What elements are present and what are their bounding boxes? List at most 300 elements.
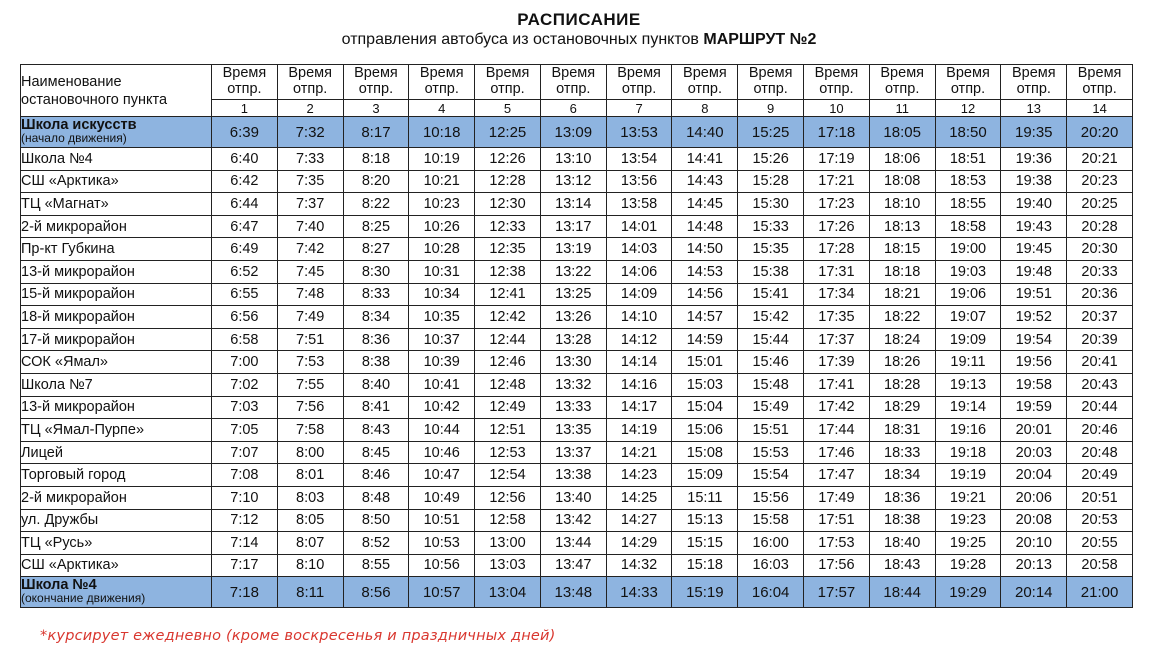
departure-time: 8:45 [343, 441, 409, 464]
departure-time: 15:30 [738, 193, 804, 216]
departure-time: 14:32 [606, 554, 672, 577]
departure-time: 15:54 [738, 464, 804, 487]
departure-time: 19:51 [1001, 283, 1067, 306]
departure-time: 17:57 [804, 577, 870, 608]
departure-time: 13:37 [540, 441, 606, 464]
departure-time: 7:03 [212, 396, 278, 419]
departure-time: 18:18 [869, 260, 935, 283]
departure-time-header [606, 65, 672, 100]
departure-time: 15:18 [672, 554, 738, 577]
time-header-line1: Время [485, 65, 530, 81]
departure-time: 7:42 [277, 238, 343, 261]
departure-time: 8:11 [277, 577, 343, 608]
departure-time: 14:17 [606, 396, 672, 419]
departure-time: 14:12 [606, 328, 672, 351]
departure-time: 15:56 [738, 486, 804, 509]
stop-name: 13-й микрорайон [21, 260, 212, 283]
departure-time: 20:25 [1067, 193, 1133, 216]
time-header-line2: отпр. [556, 81, 591, 97]
departure-time: 19:18 [935, 441, 1001, 464]
route-label: МАРШРУТ №2 [703, 31, 817, 48]
departure-time: 10:31 [409, 260, 475, 283]
departure-time: 13:48 [540, 577, 606, 608]
departure-time: 18:21 [869, 283, 935, 306]
time-header-line2: отпр. [293, 81, 328, 97]
time-header-line2: отпр. [358, 81, 394, 97]
departure-time: 15:28 [738, 170, 804, 193]
departure-time: 18:51 [935, 148, 1001, 171]
departure-time: 20:03 [1001, 441, 1067, 464]
departure-time: 14:45 [672, 193, 738, 216]
departure-time: 8:01 [277, 464, 343, 487]
departure-time-header [540, 65, 606, 100]
departure-time-header [869, 65, 935, 100]
departure-time: 12:30 [475, 193, 541, 216]
time-header-line2: отпр. [1082, 81, 1117, 97]
departure-time: 7:10 [212, 486, 278, 509]
departure-time: 15:51 [738, 419, 804, 442]
departure-time: 13:04 [475, 577, 541, 608]
departure-time: 20:37 [1067, 306, 1133, 329]
start-stop-row [21, 117, 1133, 148]
stop-name-header [21, 65, 212, 117]
departure-time: 12:35 [475, 238, 541, 261]
departure-time: 8:17 [343, 117, 409, 148]
departure-time: 19:19 [935, 464, 1001, 487]
departure-time: 15:03 [672, 373, 738, 396]
schedule-table [20, 64, 1133, 608]
stop-row [21, 419, 1133, 442]
departure-time: 15:25 [738, 117, 804, 148]
departure-time: 18:53 [935, 170, 1001, 193]
page-title: РАСПИСАНИЕ [517, 10, 641, 29]
departure-time: 13:33 [540, 396, 606, 419]
departure-time: 20:33 [1067, 260, 1133, 283]
departure-time: 8:52 [343, 532, 409, 555]
departure-time: 18:24 [869, 328, 935, 351]
departure-time-header [475, 65, 541, 100]
departure-time: 7:40 [277, 215, 343, 238]
departure-time: 12:48 [475, 373, 541, 396]
trip-number: 3 [343, 100, 409, 117]
time-header-line2: отпр. [885, 81, 920, 97]
departure-time: 18:55 [935, 193, 1001, 216]
departure-time: 20:28 [1067, 215, 1133, 238]
departure-time: 18:08 [869, 170, 935, 193]
departure-time: 18:15 [869, 238, 935, 261]
departure-time: 10:37 [409, 328, 475, 351]
departure-time: 8:27 [343, 238, 409, 261]
departure-time: 15:04 [672, 396, 738, 419]
departure-time: 8:05 [277, 509, 343, 532]
departure-time: 13:35 [540, 419, 606, 442]
time-header-line2: отпр. [621, 81, 657, 97]
time-header-line2: отпр. [819, 81, 854, 97]
time-header-line1: Время [814, 65, 859, 81]
departure-time: 8:07 [277, 532, 343, 555]
stop-row [21, 193, 1133, 216]
stop-name: Школа искусств [21, 117, 137, 133]
departure-time: 15:33 [738, 215, 804, 238]
departure-time: 6:39 [212, 117, 278, 148]
stop-row [21, 328, 1133, 351]
departure-time: 20:10 [1001, 532, 1067, 555]
departure-time: 10:56 [409, 554, 475, 577]
departure-time: 10:57 [409, 577, 475, 608]
departure-time: 8:46 [343, 464, 409, 487]
departure-time: 6:58 [212, 328, 278, 351]
departure-time: 10:42 [409, 396, 475, 419]
departure-time: 19:58 [1001, 373, 1067, 396]
trip-number: 9 [738, 100, 804, 117]
departure-time: 14:09 [606, 283, 672, 306]
departure-time: 15:38 [738, 260, 804, 283]
stop-name: 2-й микрорайон [21, 215, 212, 238]
departure-time: 8:10 [277, 554, 343, 577]
stop-name: 18-й микрорайон [21, 306, 212, 329]
departure-time-header [1001, 65, 1067, 100]
trip-number: 2 [277, 100, 343, 117]
departure-time: 13:38 [540, 464, 606, 487]
departure-time: 12:49 [475, 396, 541, 419]
time-header-line1: Время [946, 65, 990, 81]
departure-time-header [277, 65, 343, 100]
departure-time: 17:31 [804, 260, 870, 283]
departure-time: 14:06 [606, 260, 672, 283]
stop-note: (окончание движения) [21, 591, 146, 606]
departure-time: 7:48 [277, 283, 343, 306]
departure-time: 14:48 [672, 215, 738, 238]
departure-time: 14:01 [606, 215, 672, 238]
departure-time: 10:53 [409, 532, 475, 555]
stop-name: Торговый город [21, 464, 212, 487]
stop-name: Школа №7 [21, 373, 212, 396]
departure-time: 20:46 [1067, 419, 1133, 442]
stop-note: (начало движения) [21, 131, 127, 145]
time-header-line2: отпр. [424, 81, 459, 97]
departure-time: 15:06 [672, 419, 738, 442]
trip-number: 5 [475, 100, 541, 117]
departure-time: 20:43 [1067, 373, 1133, 396]
departure-time: 18:31 [869, 419, 935, 442]
departure-time: 17:39 [804, 351, 870, 374]
stop-row [21, 554, 1133, 577]
stop-row [21, 215, 1133, 238]
departure-time: 10:28 [409, 238, 475, 261]
departure-time: 7:17 [212, 554, 278, 577]
footnote: *курсирует ежедневно (кроме воскресенья и праздничных дней) [40, 628, 556, 644]
departure-time-header [212, 65, 278, 100]
stop-row [21, 373, 1133, 396]
departure-time: 7:00 [212, 351, 278, 374]
departure-time: 18:44 [869, 577, 935, 608]
departure-time: 17:42 [804, 396, 870, 419]
departure-time: 18:36 [869, 486, 935, 509]
departure-time: 7:02 [212, 373, 278, 396]
departure-time: 15:48 [738, 373, 804, 396]
departure-time: 14:19 [606, 419, 672, 442]
departure-time: 17:46 [804, 441, 870, 464]
departure-time: 15:46 [738, 351, 804, 374]
departure-time: 12:25 [475, 117, 541, 148]
departure-time-header [343, 65, 409, 100]
departure-time: 17:49 [804, 486, 870, 509]
departure-time: 20:53 [1067, 509, 1133, 532]
time-header-line2: отпр. [753, 81, 788, 97]
departure-time: 6:42 [212, 170, 278, 193]
trip-number: 7 [606, 100, 672, 117]
departure-time: 7:37 [277, 193, 343, 216]
departure-time: 12:33 [475, 215, 541, 238]
stop-row [21, 441, 1133, 464]
departure-time: 10:35 [409, 306, 475, 329]
departure-time-header [804, 65, 870, 100]
time-header-line2: отпр. [490, 81, 525, 97]
time-header-line1: Время [1077, 65, 1122, 81]
departure-time: 19:16 [935, 419, 1001, 442]
departure-time: 7:58 [277, 419, 343, 442]
stop-name: Пр-кт Губкина [21, 238, 212, 261]
departure-time: 14:50 [672, 238, 738, 261]
departure-time: 7:32 [277, 117, 343, 148]
departure-time: 8:20 [343, 170, 409, 193]
departure-time: 18:43 [869, 554, 935, 577]
departure-time: 19:35 [1001, 117, 1067, 148]
departure-time: 7:18 [212, 577, 278, 608]
departure-time: 14:27 [606, 509, 672, 532]
departure-time: 10:26 [409, 215, 475, 238]
departure-time: 14:57 [672, 306, 738, 329]
departure-time: 8:36 [343, 328, 409, 351]
departure-time: 19:00 [935, 238, 1001, 261]
stop-name-header-line2: остановочного пункта [21, 91, 168, 108]
departure-time: 8:38 [343, 351, 409, 374]
departure-time: 20:41 [1067, 351, 1133, 374]
departure-time: 12:38 [475, 260, 541, 283]
departure-time: 17:18 [804, 117, 870, 148]
departure-time: 20:44 [1067, 396, 1133, 419]
departure-time: 12:41 [475, 283, 541, 306]
departure-time: 18:34 [869, 464, 935, 487]
stop-row [21, 532, 1133, 555]
departure-time: 15:58 [738, 509, 804, 532]
departure-time: 15:49 [738, 396, 804, 419]
departure-time: 13:58 [606, 193, 672, 216]
time-header-line1: Время [288, 65, 332, 81]
departure-time: 20:08 [1001, 509, 1067, 532]
departure-time: 14:21 [606, 441, 672, 464]
stop-row [21, 148, 1133, 171]
departure-time: 8:56 [343, 577, 409, 608]
departure-time: 18:38 [869, 509, 935, 532]
stop-name: Школа №4 [21, 577, 97, 594]
departure-time: 16:00 [738, 532, 804, 555]
departure-time: 7:12 [212, 509, 278, 532]
departure-time: 13:44 [540, 532, 606, 555]
departure-time: 12:56 [475, 486, 541, 509]
departure-time: 19:52 [1001, 306, 1067, 329]
departure-time: 12:53 [475, 441, 541, 464]
time-header-line1: Время [222, 65, 267, 81]
time-header-line1: Время [419, 65, 464, 81]
time-header-line1: Время [354, 65, 398, 81]
stop-row [21, 351, 1133, 374]
time-header-line1: Время [748, 65, 793, 81]
departure-time: 7:53 [277, 351, 343, 374]
trip-number: 6 [540, 100, 606, 117]
time-header-line1: Время [683, 65, 727, 81]
time-header-line1: Время [617, 65, 661, 81]
departure-time: 13:09 [540, 117, 606, 148]
stop-name: ТЦ «Русь» [21, 532, 212, 555]
departure-time: 17:41 [804, 373, 870, 396]
departure-time-header [738, 65, 804, 100]
stop-name: ул. Дружбы [21, 509, 212, 532]
departure-time: 15:11 [672, 486, 738, 509]
departure-time: 16:04 [738, 577, 804, 608]
departure-time: 15:09 [672, 464, 738, 487]
departure-time: 13:53 [606, 117, 672, 148]
departure-time-header [935, 65, 1001, 100]
departure-time: 15:35 [738, 238, 804, 261]
departure-time: 12:58 [475, 509, 541, 532]
departure-time: 19:59 [1001, 396, 1067, 419]
departure-time: 17:34 [804, 283, 870, 306]
departure-time: 15:42 [738, 306, 804, 329]
departure-time: 19:29 [935, 577, 1001, 608]
departure-time: 14:29 [606, 532, 672, 555]
departure-time: 19:45 [1001, 238, 1067, 261]
departure-time: 7:07 [212, 441, 278, 464]
stop-name: СШ «Арктика» [21, 554, 212, 577]
time-header-line1: Время [880, 65, 925, 81]
departure-time: 19:36 [1001, 148, 1067, 171]
departure-time: 8:03 [277, 486, 343, 509]
departure-time: 14:03 [606, 238, 672, 261]
departure-time: 14:59 [672, 328, 738, 351]
departure-time: 7:14 [212, 532, 278, 555]
departure-time: 13:42 [540, 509, 606, 532]
time-header-line1: Время [551, 65, 596, 81]
departure-time: 14:16 [606, 373, 672, 396]
stop-row [21, 509, 1133, 532]
departure-time: 14:33 [606, 577, 672, 608]
departure-time: 17:35 [804, 306, 870, 329]
departure-time: 14:43 [672, 170, 738, 193]
departure-time: 8:34 [343, 306, 409, 329]
departure-time: 20:21 [1067, 148, 1133, 171]
departure-time: 10:34 [409, 283, 475, 306]
stop-name: ТЦ «Магнат» [21, 193, 212, 216]
stop-row [21, 486, 1133, 509]
departure-time: 6:52 [212, 260, 278, 283]
end-stop-row [21, 577, 1133, 608]
departure-time: 19:21 [935, 486, 1001, 509]
departure-time: 13:26 [540, 306, 606, 329]
departure-time: 19:43 [1001, 215, 1067, 238]
departure-time: 19:38 [1001, 170, 1067, 193]
trip-number: 12 [935, 100, 1001, 117]
departure-time: 7:45 [277, 260, 343, 283]
departure-time: 12:51 [475, 419, 541, 442]
stop-name: 2-й микрорайон [21, 486, 212, 509]
trip-number: 13 [1001, 100, 1067, 117]
departure-time: 18:33 [869, 441, 935, 464]
departure-time: 18:10 [869, 193, 935, 216]
departure-time: 18:06 [869, 148, 935, 171]
departure-time: 17:53 [804, 532, 870, 555]
departure-time: 20:06 [1001, 486, 1067, 509]
departure-time: 10:39 [409, 351, 475, 374]
departure-time: 13:22 [540, 260, 606, 283]
stop-row [21, 396, 1133, 419]
departure-time: 20:51 [1067, 486, 1133, 509]
departure-time: 19:40 [1001, 193, 1067, 216]
departure-time: 20:30 [1067, 238, 1133, 261]
stop-name: 13-й микрорайон [21, 396, 212, 419]
departure-time: 13:40 [540, 486, 606, 509]
departure-time: 15:26 [738, 148, 804, 171]
departure-time: 18:28 [869, 373, 935, 396]
departure-time: 20:20 [1067, 117, 1133, 148]
departure-time: 20:13 [1001, 554, 1067, 577]
departure-time: 13:56 [606, 170, 672, 193]
departure-time-header [1067, 65, 1133, 100]
page-subtitle [0, 31, 1158, 49]
departure-time: 10:47 [409, 464, 475, 487]
trip-number: 14 [1067, 100, 1133, 117]
departure-time: 13:25 [540, 283, 606, 306]
departure-time: 20:39 [1067, 328, 1133, 351]
departure-time: 13:17 [540, 215, 606, 238]
departure-time: 18:13 [869, 215, 935, 238]
stop-row [21, 170, 1133, 193]
departure-time: 7:08 [212, 464, 278, 487]
departure-time: 18:22 [869, 306, 935, 329]
departure-time: 19:03 [935, 260, 1001, 283]
departure-time: 8:48 [343, 486, 409, 509]
departure-time: 18:29 [869, 396, 935, 419]
trip-number: 10 [804, 100, 870, 117]
departure-time: 17:21 [804, 170, 870, 193]
trip-number: 4 [409, 100, 475, 117]
time-header-line2: отпр. [227, 81, 262, 97]
departure-time: 8:50 [343, 509, 409, 532]
stop-name: СШ «Арктика» [21, 170, 212, 193]
stop-name-cell [21, 117, 212, 148]
departure-time: 13:00 [475, 532, 541, 555]
departure-time: 14:23 [606, 464, 672, 487]
departure-time: 20:14 [1001, 577, 1067, 608]
departure-time: 8:55 [343, 554, 409, 577]
departure-time: 17:56 [804, 554, 870, 577]
stop-row [21, 464, 1133, 487]
departure-time: 19:56 [1001, 351, 1067, 374]
departure-time: 10:44 [409, 419, 475, 442]
departure-time: 15:44 [738, 328, 804, 351]
departure-time: 20:23 [1067, 170, 1133, 193]
departure-time: 18:50 [935, 117, 1001, 148]
departure-time-header [672, 65, 738, 100]
departure-time: 20:01 [1001, 419, 1067, 442]
departure-time: 14:53 [672, 260, 738, 283]
departure-time: 13:54 [606, 148, 672, 171]
departure-time: 8:25 [343, 215, 409, 238]
departure-time: 15:19 [672, 577, 738, 608]
departure-time: 8:18 [343, 148, 409, 171]
departure-time: 12:26 [475, 148, 541, 171]
departure-time: 13:19 [540, 238, 606, 261]
